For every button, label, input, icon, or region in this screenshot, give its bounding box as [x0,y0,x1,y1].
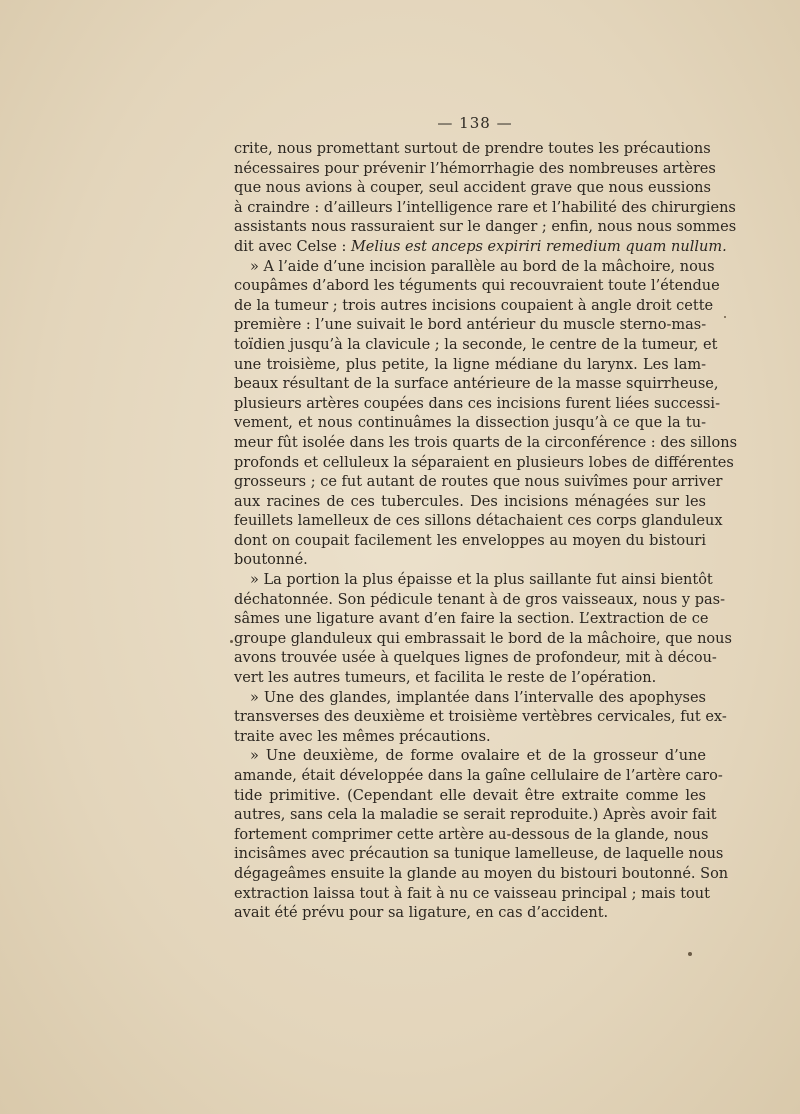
text-line-content: à craindre : d’ailleurs l’intelligence rare et l’habilité des chirurgiens [234,199,736,216]
text-line-content: une troisième, plus petite, la ligne médiane du larynx. Les lam- [234,356,706,373]
text-line-content: extraction laissa tout à fait à nu ce vaisseau principal ; mais tout [234,885,710,902]
text-line [234,454,734,474]
text-line-content: dont on coupait facilement les enveloppes au moyen du bistouri [234,532,706,549]
text-line-content: assistants nous rassuraient sur le danger ; enfin, nous nous sommes [234,219,737,236]
text-line [234,708,727,728]
text-line-content: beaux résultant de la surface antérieure de la masse squirrheuse, [234,376,719,393]
text-line [234,316,706,336]
text-line [234,767,723,787]
text-line-content: feuillets lamelleux de ces sillons détachaient ces corps glanduleux [234,513,723,530]
text-line-content: sâmes une ligature avant d’en faire la section. L’extraction de ce [234,611,709,628]
text-line-content: profonds et celluleux la séparaient en plusieurs lobes de différentes [234,454,734,471]
latin-quote: Melius est anceps expiriri remedium quam nullum. [350,238,727,255]
text-line [234,356,706,376]
page-number: — 138 — [437,114,513,132]
body-text [234,140,738,924]
text-line-content: vement, et nous continuâmes la dissection jusqu’à ce que la tu- [234,415,706,432]
text-line-content: avons trouvée usée à quelques lignes de profondeur, mit à décou- [234,650,717,667]
text-line-content: déchatonnée. Son pédicule tenant à de gros vaisseaux, nous y pas- [234,591,725,608]
text-line-content: meur fût isolée dans les trois quarts de la circonférence : des sillons [234,434,738,451]
text-line [234,512,723,532]
text-line-content: » Une deuxième, de forme ovalaire et de la grosseur d’une [250,748,706,765]
text-line [234,375,719,395]
text-line [234,238,727,258]
text-line [234,336,718,356]
text-line-content: amande, était développée dans la gaîne cellulaire de l’artère caro- [234,768,723,784]
text-line-content: vert les autres tumeurs, et facilita le reste de l’opération. [234,670,657,687]
text-line [234,787,706,807]
text-line [234,747,706,767]
text-line-content: nécessaires pour prévenir l’hémorrhagie des nombreuses artères [234,160,716,177]
text-line-content: plusieurs artères coupées dans ces incisions furent liées successi- [234,395,720,412]
text-line [234,669,706,689]
text-line [234,571,713,591]
text-line [234,277,720,297]
text-line-content: que nous avions à couper, seul accident grave que nous eussions [234,180,711,197]
text-line [234,630,732,650]
text-line [234,806,717,826]
text-line [234,414,706,434]
text-line [234,826,709,846]
text-line-content: dit avec Celse : [234,238,351,255]
text-line [234,179,711,199]
text-line-content: traite avec les mêmes précautions. [234,728,491,745]
text-line-content: fortement comprimer cette artère au-dessous de la glande, nous [234,826,709,843]
text-line-content: crite, nous promettant surtout de prendre toutes les précautions [234,141,711,157]
text-line-content: de la tumeur ; trois autres incisions coupaient à angle droit cette [234,297,714,314]
text-line-content: » La portion la plus épaisse et la plus saillante fut ainsi bientôt [250,572,713,589]
paper-speck [230,640,233,643]
text-line-content: première : l’une suivait le bord antérieur du muscle sterno-mas- [234,317,707,334]
text-line [234,473,723,493]
text-line-content: tide primitive. (Cependant elle devait être extraite comme les [234,787,706,804]
text-line-content: dégageâmes ensuite la glande au moyen du bistouri boutonné. Son [234,865,729,882]
text-line-content: » A l’aide d’une incision parallèle au bord de la mâchoire, nous [250,258,715,275]
text-line-content: » Une des glandes, implantée dans l’intervalle des apophyses [250,689,706,706]
text-line [234,434,738,454]
text-line-content: toïdien jusqu’à la clavicule ; la seconde, le centre de la tumeur, et [234,336,718,353]
text-line [234,845,724,865]
text-line [234,885,710,905]
text-line [234,649,717,669]
text-line-content: coupâmes d’abord les téguments qui recouvraient toute l’étendue [234,278,720,295]
paper-speck [688,952,692,956]
text-line-content: transverses des deuxième et troisième vertèbres cervicales, fut ex- [234,709,727,726]
text-line-content: grosseurs ; ce fut autant de routes que nous suivîmes pour arriver [234,474,723,491]
text-line [234,160,716,180]
paper-speck [724,316,726,318]
text-line [234,395,720,415]
text-line [234,610,709,630]
text-line [234,140,711,160]
text-line-content: autres, sans cela la maladie se serait reproduite.) Après avoir fait [234,807,717,824]
text-line [234,532,706,552]
text-line-content: boutonné. [234,552,308,569]
text-line-content: incisâmes avec précaution sa tunique lamelleuse, de laquelle nous [234,846,724,863]
text-line [234,689,706,709]
text-line [234,728,706,748]
text-line [234,591,725,611]
text-line [234,904,706,924]
text-line-content: groupe glanduleux qui embrassait le bord de la mâchoire, que nous [234,630,732,647]
text-line [234,218,737,238]
text-line [234,199,736,219]
text-line-content: aux racines de ces tubercules. Des incisions ménagées sur les [234,493,706,510]
text-line [234,551,706,571]
text-line [234,297,714,317]
text-line [234,865,729,885]
text-line [234,258,715,278]
text-line-content: avait été prévu pour sa ligature, en cas d’accident. [234,905,609,922]
text-line [234,493,706,513]
